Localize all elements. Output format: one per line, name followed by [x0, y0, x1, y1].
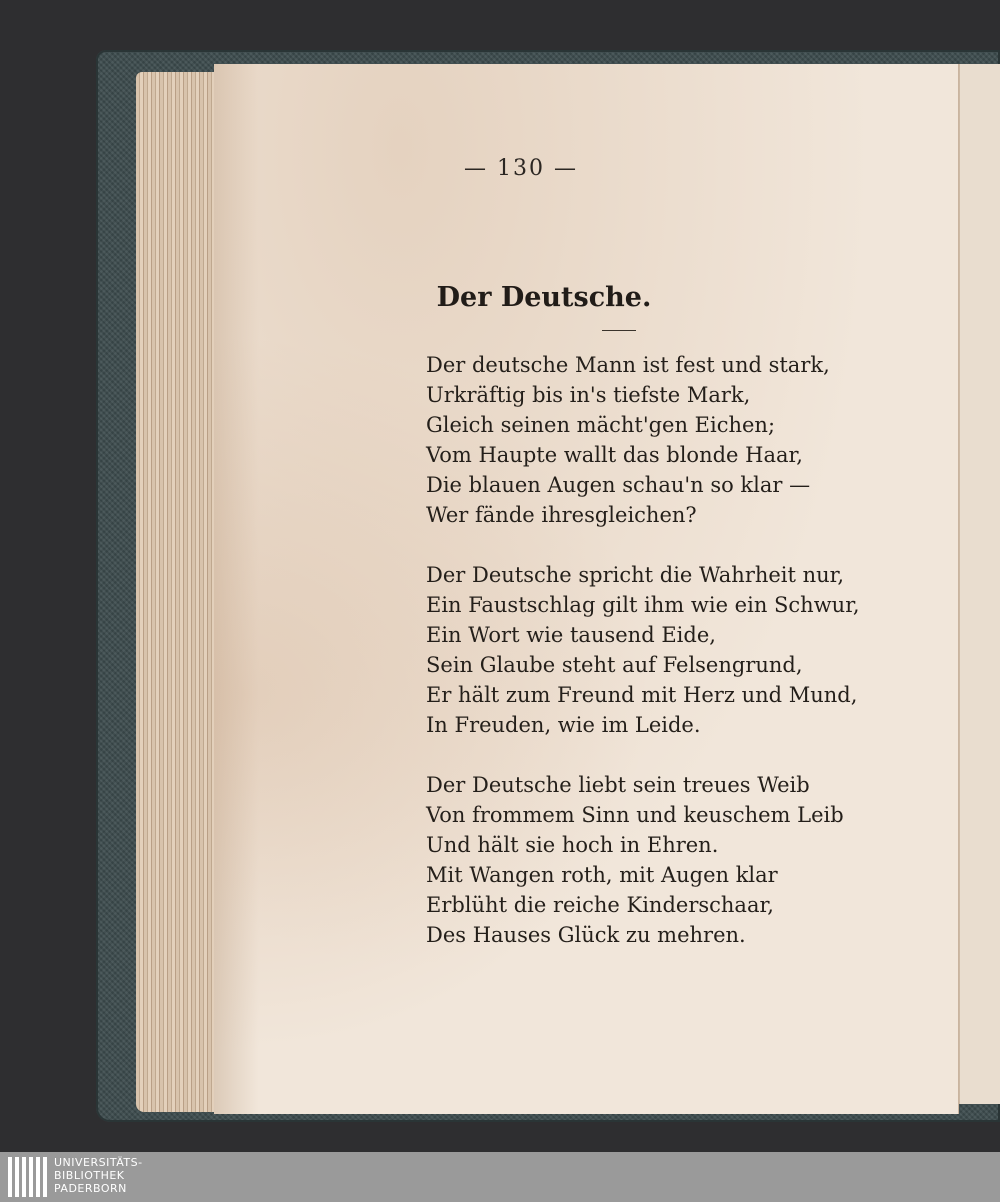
- book-page: [214, 64, 958, 1114]
- poem-line: Die blauen Augen schau'n so klar —: [426, 473, 811, 497]
- stanza-1: [426, 350, 906, 530]
- page-number: — 130 —: [464, 156, 578, 181]
- poem-line: Und hält sie hoch in Ehren.: [426, 833, 719, 857]
- facing-page-edge: [958, 64, 1000, 1104]
- page-edges: [136, 72, 222, 1112]
- poem-line: Der Deutsche liebt sein treues Weib: [426, 773, 810, 797]
- poem-body: [426, 350, 906, 980]
- logo-line-2: BIBLIOTHEK: [54, 1169, 125, 1182]
- poem-line: Gleich seinen mächt'gen Eichen;: [426, 413, 776, 437]
- poem-line: Sein Glaube steht auf Felsengrund,: [426, 653, 803, 677]
- title-rule: [602, 330, 636, 331]
- poem-line: Ein Faustschlag gilt ihm wie ein Schwur,: [426, 593, 860, 617]
- library-logo-text: [54, 1156, 143, 1195]
- library-logo-icon: [8, 1157, 48, 1197]
- library-footer: [0, 1152, 1000, 1202]
- logo-line-1: UNIVERSITÄTS-: [54, 1156, 143, 1169]
- poem-line: Er hält zum Freund mit Herz und Mund,: [426, 683, 858, 707]
- poem-line: Erblüht die reiche Kinderschaar,: [426, 893, 774, 917]
- poem-line: Mit Wangen roth, mit Augen klar: [426, 863, 778, 887]
- poem-line: Ein Wort wie tausend Eide,: [426, 623, 716, 647]
- poem-line: Von frommem Sinn und keuschem Leib: [426, 803, 844, 827]
- stanza-2: [426, 560, 906, 740]
- stanza-3: [426, 770, 906, 950]
- poem-line: In Freuden, wie im Leide.: [426, 713, 701, 737]
- logo-line-3: PADERBORN: [54, 1182, 127, 1195]
- poem-line: Wer fände ihresgleichen?: [426, 503, 697, 527]
- poem-line: Der Deutsche spricht die Wahrheit nur,: [426, 563, 845, 587]
- poem-line: Vom Haupte wallt das blonde Haar,: [426, 443, 803, 467]
- poem-title: Der Deutsche.: [436, 282, 652, 313]
- poem-line: Der deutsche Mann ist fest und stark,: [426, 353, 830, 377]
- poem-line: Des Hauses Glück zu mehren.: [426, 923, 746, 947]
- poem-line: Urkräftig bis in's tiefste Mark,: [426, 383, 751, 407]
